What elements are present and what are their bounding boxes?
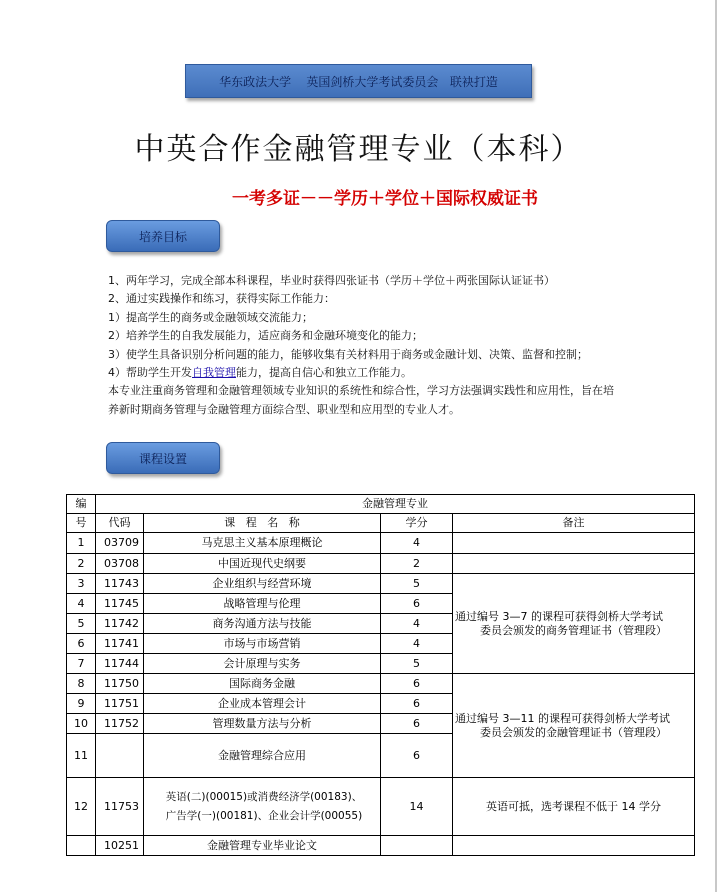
row-code: [96, 734, 144, 778]
row-code: 10251: [96, 836, 144, 856]
summary-line: 养新时期商务管理与金融管理方面综合型、职业型和应用型的专业人才。: [108, 402, 460, 416]
course-name-line: 英语(二)(00015)或消费经济学(00183)、: [165, 790, 363, 803]
remark-line: 通过编号 3—11 的课程可获得剑桥大学考试: [455, 711, 670, 725]
row-no: 5: [67, 614, 96, 634]
row-code: 03709: [96, 533, 144, 554]
row-course-name: 管理数量方法与分析: [144, 714, 381, 734]
remark-business-certificate: [453, 574, 695, 674]
row-code: 11753: [96, 778, 144, 836]
row-credit: 6: [381, 594, 453, 614]
row-no: 9: [67, 694, 96, 714]
remark-line: 通过编号 3—7 的课程可获得剑桥大学考试: [455, 609, 663, 623]
objective-line: 2）培养学生的自我发展能力，适应商务和金融环境变化的能力；: [108, 329, 423, 343]
row-credit: 6: [381, 674, 453, 694]
header-credit: 学分: [381, 514, 453, 533]
objective-line: 1、两年学习，完成全部本科课程，毕业时获得四张证书（学历＋学位＋两张国际认证证书）: [108, 274, 555, 287]
objectives-text: [108, 272, 688, 419]
header-remark: 备注: [453, 514, 695, 533]
page-subtitle: 一考多证－－学历＋学位＋国际权威证书: [232, 189, 538, 209]
objective-line: [108, 364, 688, 382]
row-course-name: 中国近现代史纲要: [144, 554, 381, 574]
row-code: 11745: [96, 594, 144, 614]
row-no: 3: [67, 574, 96, 594]
summary-line: 本专业注重商务管理和金融管理领域专业知识的系统性和综合性，学习方法强调实践性和应用性，旨在培: [108, 384, 614, 398]
row-credit: 6: [381, 714, 453, 734]
objective-line: 3）使学生具备识别分析问题的能力，能够收集有关材料用于商务或金融计划、决策、监督和控制；: [108, 347, 588, 361]
row-code: 11751: [96, 694, 144, 714]
row-remark-empty: [453, 533, 695, 554]
row-no: [67, 836, 96, 856]
row-code: 11744: [96, 654, 144, 674]
row-code: 11752: [96, 714, 144, 734]
header-no-bottom: 号: [67, 514, 96, 533]
header-banner: 华东政法大学 英国剑桥大学考试委员会 联袂打造: [185, 64, 532, 98]
row-no: 1: [67, 533, 96, 554]
section-curriculum-button[interactable]: 课程设置: [106, 442, 220, 474]
row-code: 11741: [96, 634, 144, 654]
row-course-name: 马克思主义基本原理概论: [144, 533, 381, 554]
major-header: 金融管理专业: [96, 495, 695, 514]
page-title: 中英合作金融管理专业（本科）: [134, 132, 583, 167]
row-no: 2: [67, 554, 96, 574]
row-code: 03708: [96, 554, 144, 574]
objective-line: 1）提高学生的商务或金融领域交流能力；: [108, 310, 313, 324]
row-no: 6: [67, 634, 96, 654]
row-code: 11750: [96, 674, 144, 694]
row-no: 8: [67, 674, 96, 694]
row-course-name: 商务沟通方法与技能: [144, 614, 381, 634]
objective-text: 4）帮助学生开发: [108, 366, 192, 380]
row-no: 12: [67, 778, 96, 836]
row-course-name: [144, 778, 381, 836]
row-credit: 4: [381, 614, 453, 634]
objective-line: 2、通过实践操作和练习，获得实际工作能力：: [108, 292, 335, 306]
row-code: 11742: [96, 614, 144, 634]
row-course-name: 国际商务金融: [144, 674, 381, 694]
row-credit: 2: [381, 554, 453, 574]
objective-text: 能力，提高自信心和独立工作能力。: [236, 366, 412, 380]
remark-finance-certificate: [453, 674, 695, 778]
row-course-name: 会计原理与实务: [144, 654, 381, 674]
row-no: 4: [67, 594, 96, 614]
row-course-name: 战略管理与伦理: [144, 594, 381, 614]
row-course-name: 金融管理综合应用: [144, 734, 381, 778]
self-management-link[interactable]: 自我管理: [192, 366, 236, 380]
row-course-name: 市场与市场营销: [144, 634, 381, 654]
course-table: [66, 494, 695, 856]
row-course-name: 企业组织与经营环境: [144, 574, 381, 594]
row-credit: 6: [381, 694, 453, 714]
row-remark-empty: [453, 554, 695, 574]
row-credit: 5: [381, 574, 453, 594]
remark-line: 委员会颁发的金融管理证书（管理段）: [480, 725, 667, 739]
row-credit: 4: [381, 634, 453, 654]
row-no: 7: [67, 654, 96, 674]
remark-english: 英语可抵，选考课程不低于 14 学分: [453, 778, 695, 836]
row-credit: 14: [381, 778, 453, 836]
row-credit: 5: [381, 654, 453, 674]
row-credit: [381, 836, 453, 856]
row-remark-empty: [453, 836, 695, 856]
course-name-line: 广告学(一)(00181)、企业会计学(00055): [165, 809, 363, 822]
remark-line: 委员会颁发的商务管理证书（管理段）: [480, 623, 667, 637]
header-course-name: 课 程 名 称: [144, 514, 381, 533]
header-no-top: 编: [67, 495, 96, 514]
row-credit: 6: [381, 734, 453, 778]
row-credit: 4: [381, 533, 453, 554]
row-no: 11: [67, 734, 96, 778]
row-course-name: 金融管理专业毕业论文: [144, 836, 381, 856]
row-no: 10: [67, 714, 96, 734]
header-code: 代码: [96, 514, 144, 533]
row-code: 11743: [96, 574, 144, 594]
section-training-goals-button[interactable]: 培养目标: [106, 220, 220, 252]
row-course-name: 企业成本管理会计: [144, 694, 381, 714]
